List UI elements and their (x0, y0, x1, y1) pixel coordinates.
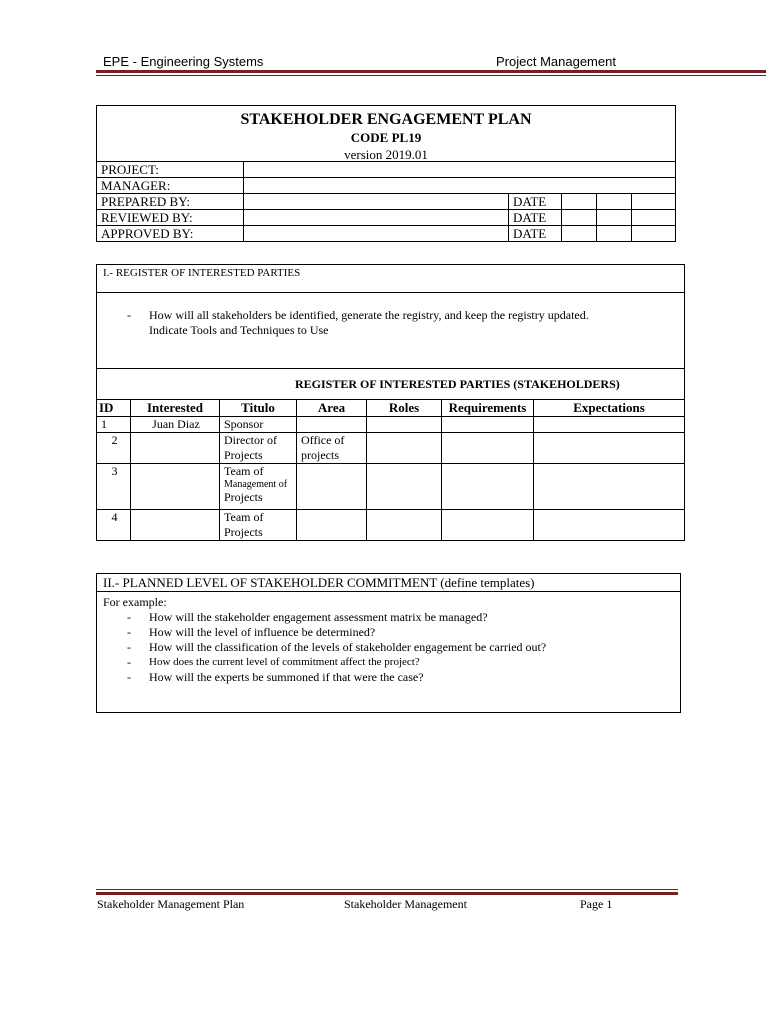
section1-body (97, 293, 684, 369)
cell-area[interactable] (297, 433, 367, 464)
prepared-date-label: DATE (509, 194, 562, 210)
cell-requirements[interactable] (442, 464, 534, 510)
table-row (97, 464, 685, 510)
cell-titulo-line: Team of (224, 510, 264, 524)
cell-requirements[interactable] (442, 417, 534, 433)
cell-area[interactable] (297, 464, 367, 510)
list-item-text: How will the level of influence be determined? (149, 625, 376, 639)
cell-roles[interactable] (367, 464, 442, 510)
cell-titulo[interactable] (220, 433, 297, 464)
section1-bullet-line2: Indicate Tools and Techniques to Use (149, 323, 329, 337)
list-item (103, 610, 674, 625)
cell-interested[interactable] (131, 464, 220, 510)
section1-heading: I.- REGISTER OF INTERESTED PARTIES (97, 265, 684, 293)
cell-requirements[interactable] (442, 433, 534, 464)
info-row-reviewed (97, 210, 676, 226)
register-title: REGISTER OF INTERESTED PARTIES (STAKEHOLDERS) (295, 377, 620, 391)
table-row (97, 510, 685, 541)
prepared-by-label: PREPARED BY: (97, 194, 244, 210)
list-item-text: How will the classification of the levels of stakeholder engagement be carried out? (149, 640, 547, 654)
cell-interested[interactable] (131, 433, 220, 464)
cell-titulo-line: Team of (224, 464, 264, 478)
approved-by-value[interactable] (244, 226, 509, 242)
footer-rule-thick (96, 892, 678, 895)
list-item (103, 625, 674, 640)
col-header-id: ID (97, 400, 131, 417)
document-version: version 2019.01 (344, 147, 428, 162)
col-header-requirements: Requirements (442, 400, 534, 417)
cell-requirements[interactable] (442, 510, 534, 541)
footer-left-text: Stakeholder Management Plan (97, 897, 245, 911)
list-dash: - (127, 670, 131, 684)
cell-titulo[interactable]: Sponsor (220, 417, 297, 433)
header-right-text: Project Management (496, 54, 616, 69)
section2-intro: For example: (103, 595, 167, 609)
prepared-by-value[interactable] (244, 194, 509, 210)
cell-id: 2 (97, 433, 131, 464)
col-header-expectations: Expectations (534, 400, 685, 417)
cell-expectations[interactable] (534, 464, 685, 510)
info-row-prepared (97, 194, 676, 210)
approved-date-cell[interactable] (632, 226, 676, 242)
cell-expectations[interactable] (534, 417, 685, 433)
list-dash: - (127, 610, 131, 624)
cell-area[interactable] (297, 417, 367, 433)
page-number: Page 1 (580, 897, 613, 911)
list-item (103, 640, 674, 655)
prepared-date-cell[interactable] (632, 194, 676, 210)
cell-interested[interactable] (131, 510, 220, 541)
reviewed-by-value[interactable] (244, 210, 509, 226)
reviewed-date-cell[interactable] (562, 210, 597, 226)
cell-area-line: projects (301, 448, 339, 462)
approved-date-cell[interactable] (597, 226, 632, 242)
cell-titulo-line: Projects (224, 490, 263, 504)
document-title: STAKEHOLDER ENGAGEMENT PLAN (240, 111, 532, 128)
approved-by-label: APPROVED BY: (97, 226, 244, 242)
reviewed-by-label: REVIEWED BY: (97, 210, 244, 226)
col-header-roles: Roles (367, 400, 442, 417)
list-item (103, 655, 674, 670)
section-commitment (96, 573, 681, 713)
col-header-area: Area (297, 400, 367, 417)
manager-label: MANAGER: (97, 178, 244, 194)
cell-roles[interactable] (367, 417, 442, 433)
list-dash: - (127, 655, 131, 669)
table-row (97, 433, 685, 464)
footer-rule-thin (96, 889, 678, 890)
register-title-row (97, 369, 684, 399)
cell-id: 4 (97, 510, 131, 541)
info-row-approved (97, 226, 676, 242)
cell-roles[interactable] (367, 433, 442, 464)
reviewed-date-label: DATE (509, 210, 562, 226)
prepared-date-cell[interactable] (562, 194, 597, 210)
table-row (97, 417, 685, 433)
col-header-interested: Interested (131, 400, 220, 417)
manager-value[interactable] (244, 178, 676, 194)
section2-body (97, 592, 680, 688)
section1-bullet-line1: How will all stakeholders be identified, generate the registry, and keep the registry updated. (149, 308, 589, 322)
prepared-date-cell[interactable] (597, 194, 632, 210)
header-rule-thin (96, 75, 766, 76)
cell-area-line: Office of (301, 433, 345, 447)
list-item-text: How does the current level of commitment affect the project? (149, 656, 420, 668)
header-rule-thick (96, 70, 766, 73)
approved-date-cell[interactable] (562, 226, 597, 242)
cell-expectations[interactable] (534, 433, 685, 464)
title-block (96, 105, 676, 162)
cell-interested[interactable]: Juan Diaz (131, 417, 220, 433)
footer-center-text: Stakeholder Management (344, 897, 467, 911)
reviewed-date-cell[interactable] (632, 210, 676, 226)
stakeholder-table (96, 399, 685, 541)
cell-titulo[interactable] (220, 464, 297, 510)
reviewed-date-cell[interactable] (597, 210, 632, 226)
cell-area[interactable] (297, 510, 367, 541)
project-value[interactable] (244, 162, 676, 178)
list-item (103, 670, 674, 685)
cell-id: 1 (97, 417, 131, 433)
list-item-text: How will the stakeholder engagement assessment matrix be managed? (149, 610, 488, 624)
cell-id: 3 (97, 464, 131, 510)
document-code: CODE PL19 (350, 130, 422, 145)
list-dash: - (127, 625, 131, 639)
project-label: PROJECT: (97, 162, 244, 178)
list-dash: - (127, 640, 131, 654)
stakeholder-header-row (97, 400, 685, 417)
info-table (96, 161, 676, 242)
col-header-titulo: Titulo (220, 400, 297, 417)
cell-titulo-line: Management of (224, 479, 288, 490)
approved-date-label: DATE (509, 226, 562, 242)
header-left-text: EPE - Engineering Systems (103, 54, 264, 69)
cell-titulo-line: Projects (224, 525, 263, 539)
section2-heading: II.- PLANNED LEVEL OF STAKEHOLDER COMMITMENT (define templates) (97, 574, 680, 592)
cell-expectations[interactable] (534, 510, 685, 541)
section1-bullet-dash: - (127, 308, 131, 322)
cell-titulo-line: Projects (224, 448, 263, 462)
section-register (96, 264, 685, 400)
info-row-manager (97, 178, 676, 194)
info-row-project (97, 162, 676, 178)
cell-titulo-line: Director of (224, 433, 277, 447)
list-item-text: How will the experts be summoned if that were the case? (149, 670, 424, 684)
cell-titulo[interactable] (220, 510, 297, 541)
cell-roles[interactable] (367, 510, 442, 541)
